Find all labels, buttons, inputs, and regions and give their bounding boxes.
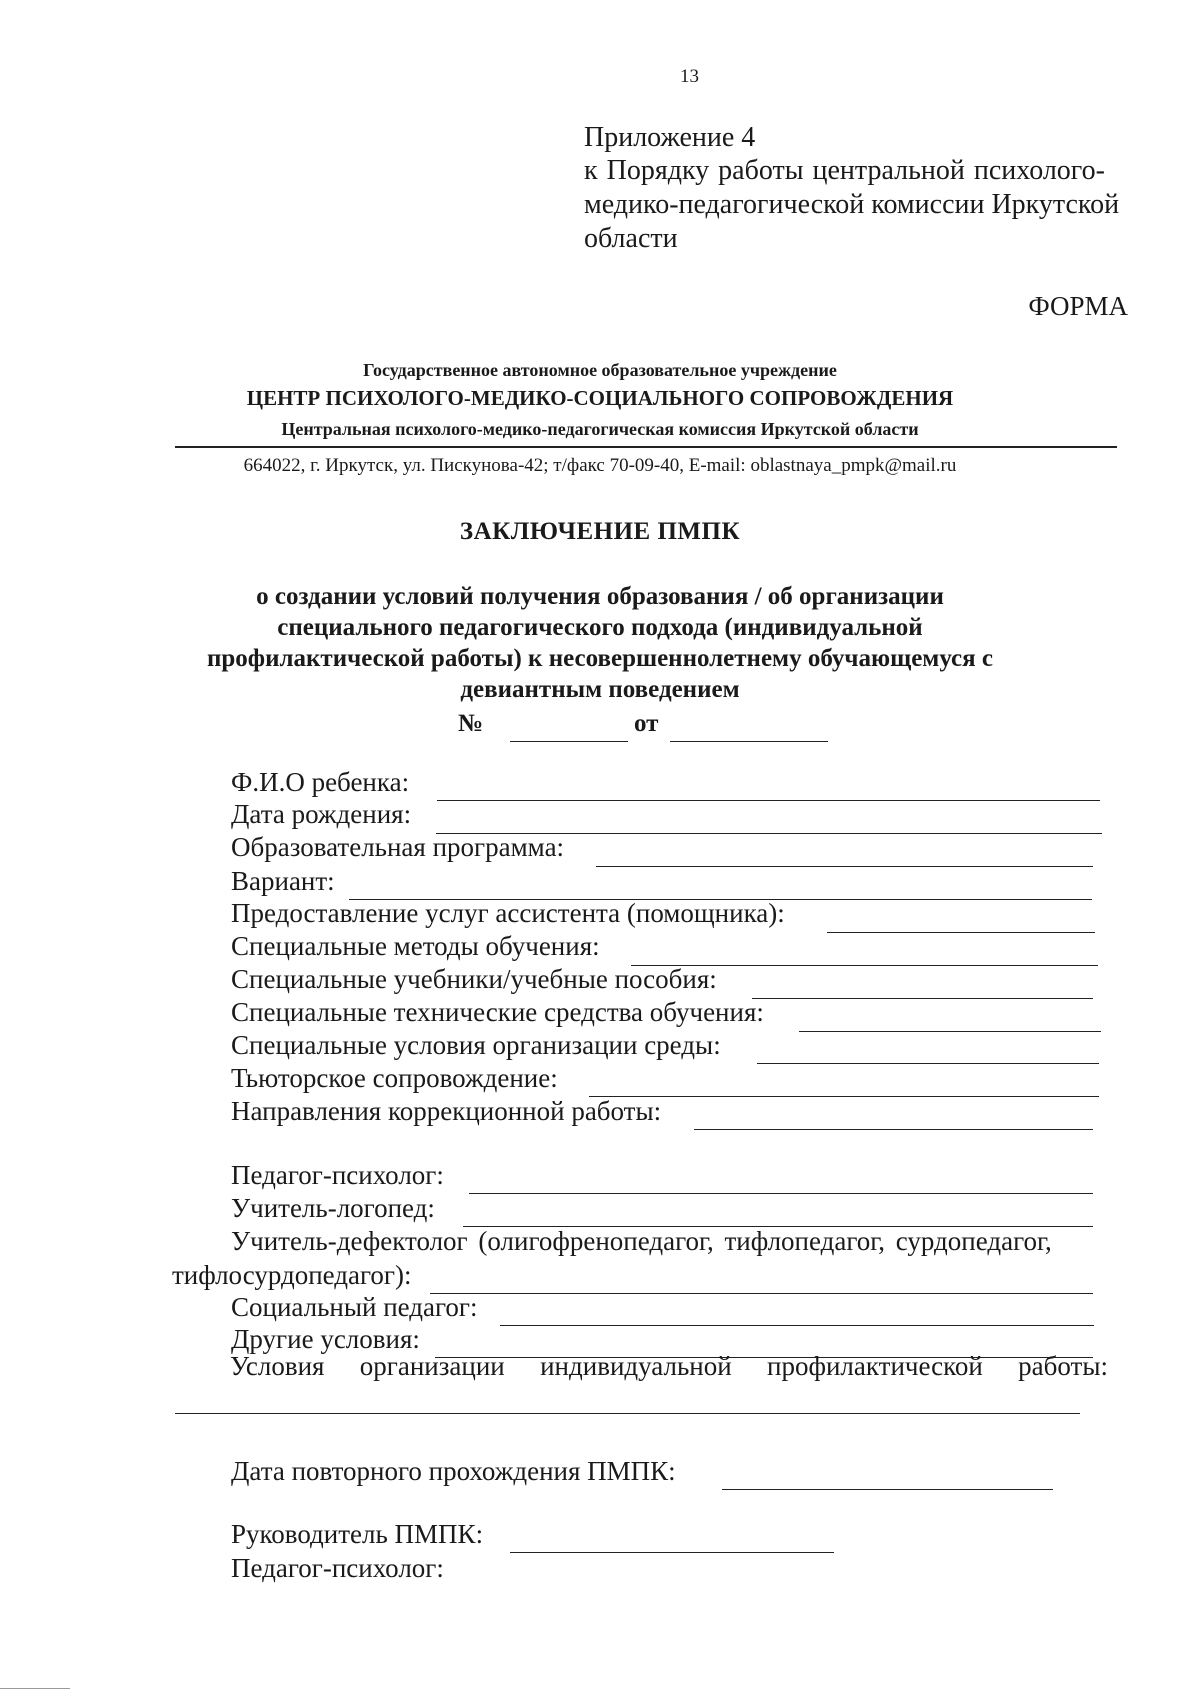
program-label: Образовательная программа:	[231, 832, 565, 862]
child-name-field[interactable]	[437, 800, 1100, 801]
tech-means-label: Специальные технические средства обучения:	[231, 997, 764, 1027]
child-name-label: Ф.И.О ребенка:	[231, 767, 410, 797]
date-field[interactable]	[670, 741, 828, 742]
prevention-word-1: Условия	[230, 1351, 325, 1381]
number-date-line	[458, 710, 483, 738]
number-label: №	[458, 710, 484, 737]
org-type: Государственное автономное образовательное учреждение	[363, 360, 837, 380]
environment-field[interactable]	[757, 1063, 1099, 1064]
psychologist-field[interactable]	[469, 1193, 1093, 1194]
repeat-date-label: Дата повторного прохождения ПМПК:	[231, 1456, 676, 1486]
social-teacher-field[interactable]	[500, 1325, 1094, 1326]
birth-date-label: Дата рождения:	[231, 799, 412, 829]
tech-means-field[interactable]	[799, 1031, 1101, 1032]
prevention-word-2: организации	[359, 1351, 505, 1381]
defectologist-label-line-2: тифлосурдопедагог):	[172, 1260, 412, 1290]
variant-label: Вариант:	[231, 866, 335, 896]
methods-label: Специальные методы обучения:	[231, 931, 600, 961]
speech-therapist-label: Учитель-логопед:	[231, 1193, 435, 1223]
head-signature-field[interactable]	[510, 1552, 834, 1553]
subtitle-line-1: о создании условий получения образования / об организации	[256, 583, 944, 610]
date-label: от	[634, 710, 659, 737]
defectologist-label-line-1: Учитель-дефектолог (олигофренопедагог, тифлопедагог, сурдопедагог,	[231, 1226, 1052, 1256]
subtitle-line-4: девиантным поведением	[460, 676, 740, 703]
org-address: 664022, г. Иркутск, ул. Пискунова-42; т/факс 70-09-40, E-mail: oblastnaya_pmpk@mail.ru	[243, 455, 957, 476]
subtitle-line-3: профилактической работы) к несовершеннолетнему обучающемуся с	[206, 645, 994, 672]
prevention-conditions-label	[230, 1351, 1108, 1382]
program-field[interactable]	[596, 866, 1093, 867]
org-name: ЦЕНТР ПСИХОЛОГО-МЕДИКО-СОЦИАЛЬНОГО СОПРОВОЖДЕНИЯ	[246, 386, 954, 410]
social-teacher-label: Социальный педагог:	[231, 1292, 478, 1322]
appendix-line-4: области	[584, 223, 678, 254]
correction-label: Направления коррекционной работы:	[231, 1096, 662, 1126]
prevention-conditions-field[interactable]	[175, 1413, 1080, 1414]
number-field[interactable]	[510, 741, 628, 742]
defectologist-field[interactable]	[430, 1293, 1093, 1294]
assistant-label: Предоставление услуг ассистента (помощника):	[231, 898, 785, 928]
scan-margin-mark	[0, 1688, 70, 1689]
assistant-field[interactable]	[827, 932, 1095, 933]
head-label: Руководитель ПМПК:	[231, 1519, 484, 1549]
tutor-label: Тьюторское сопровождение:	[231, 1063, 558, 1093]
other-conditions-label: Другие условия:	[231, 1324, 420, 1354]
commission-name: Центральная психолого-медико-педагогическая комиссия Иркутской области	[281, 419, 919, 439]
prevention-word-5: работы:	[1018, 1351, 1108, 1381]
document-title: ЗАКЛЮЧЕНИЕ ПМПК	[459, 518, 741, 545]
tutor-field[interactable]	[589, 1096, 1099, 1097]
appendix-line-1: Приложение 4	[584, 122, 756, 153]
appendix-line-2: к Порядку работы центральной психолого-	[584, 155, 1105, 186]
prevention-word-4: профилактической	[767, 1351, 983, 1381]
subtitle-line-2: специального педагогического подхода (индивидуальной	[277, 614, 923, 641]
psychologist-label: Педагог-психолог:	[231, 1160, 444, 1190]
form-label: ФОРМА	[1028, 291, 1128, 321]
environment-label: Специальные условия организации среды:	[231, 1030, 721, 1060]
appendix-line-3: медико-педагогической комиссии Иркутской	[584, 189, 1120, 220]
header-rule	[175, 446, 1117, 448]
prevention-word-3: индивидуальной	[540, 1351, 732, 1381]
textbooks-field[interactable]	[752, 998, 1093, 999]
repeat-date-field[interactable]	[722, 1489, 1053, 1490]
page-number: 13	[680, 66, 699, 87]
textbooks-label: Специальные учебники/учебные пособия:	[231, 964, 717, 994]
correction-field[interactable]	[694, 1129, 1093, 1130]
final-psychologist-label: Педагог-психолог:	[231, 1553, 444, 1583]
